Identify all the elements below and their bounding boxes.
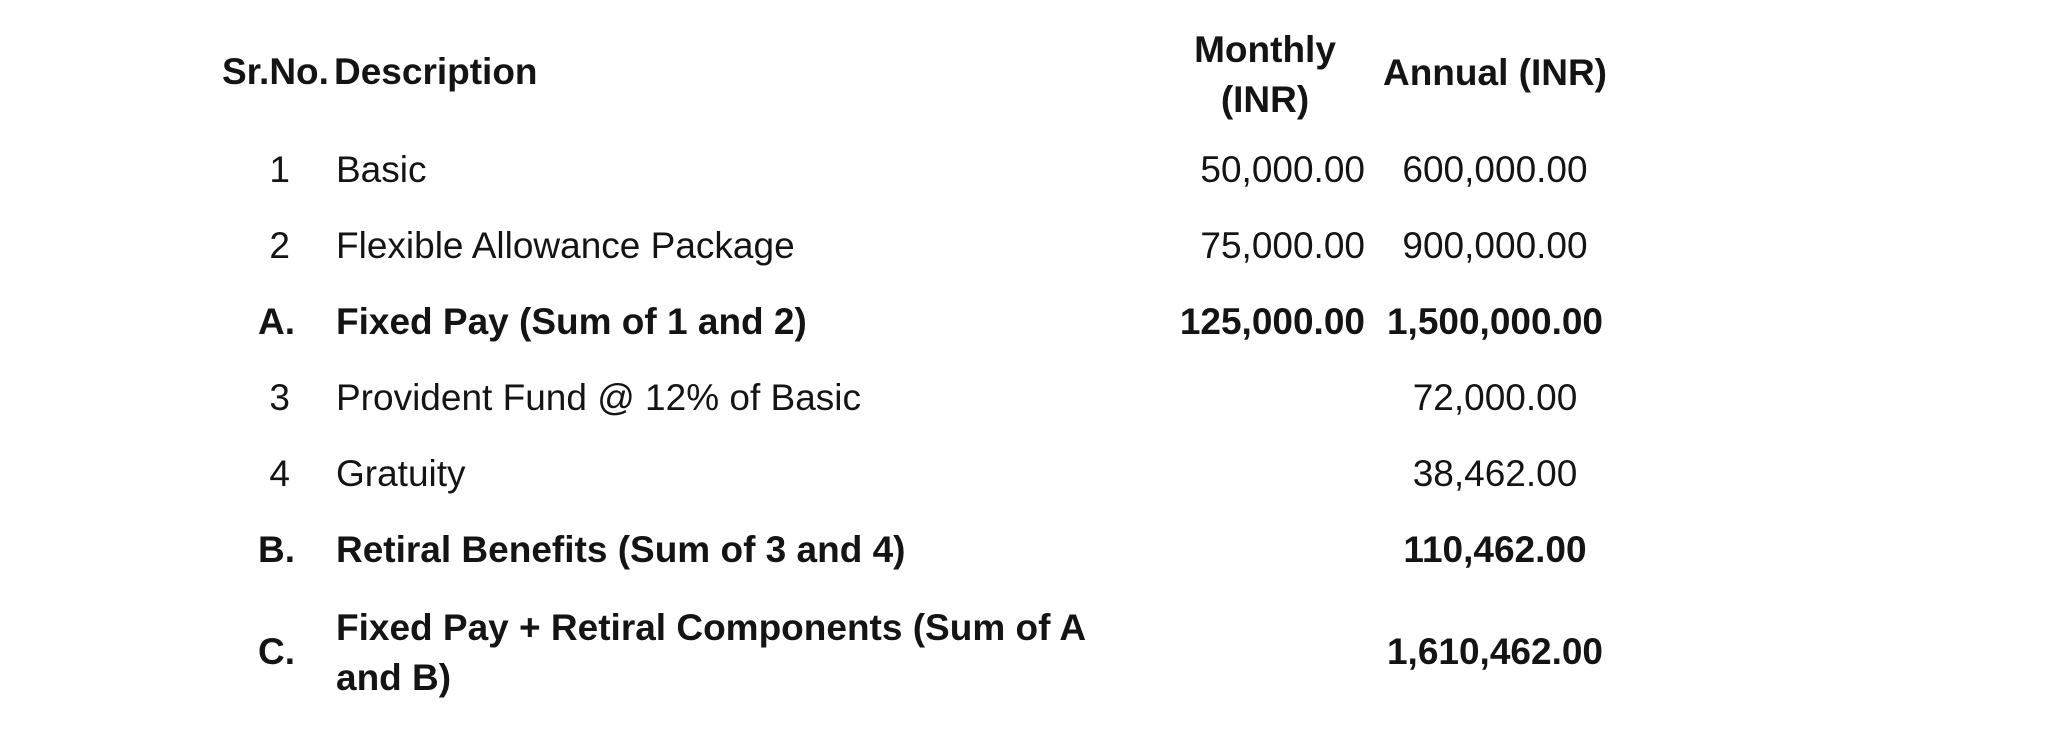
row-4-sr: 4 [269,453,290,494]
row-a-sr: A. [258,301,295,342]
row-a-monthly: 125,000.00 [1179,301,1365,342]
row-3-sr: 3 [269,377,290,418]
row-c-annual: 1,610,462.00 [1386,631,1604,672]
row-b-annual: 110,462.00 [1403,529,1587,570]
row-1-monthly: 50,000.00 [1200,149,1365,190]
row-2-sr: 2 [269,225,290,266]
row-4-annual: 38,462.00 [1412,453,1578,494]
row-2-monthly: 75,000.00 [1200,225,1365,266]
header-monthly: Monthly (INR) [1194,29,1336,120]
row-2-annual: 900,000.00 [1402,225,1588,266]
row-a-description: Fixed Pay (Sum of 1 and 2) [336,301,807,342]
row-1-annual: 600,000.00 [1402,149,1588,190]
row-3-annual: 72,000.00 [1412,377,1578,418]
row-1-description: Basic [336,149,427,190]
header-description: Description [334,51,538,92]
row-c-sr: C. [258,631,295,672]
row-c-description: Fixed Pay + Retiral Components (Sum of A and B) [336,607,1085,698]
row-b-description: Retiral Benefits (Sum of 3 and 4) [336,529,906,570]
row-1-sr: 1 [269,149,290,190]
row-2-description: Flexible Allowance Package [336,225,795,266]
row-3-description: Provident Fund @ 12% of Basic [336,377,861,418]
header-annual: Annual (INR) [1382,52,1608,93]
row-a-annual: 1,500,000.00 [1386,301,1604,342]
row-4-description: Gratuity [336,453,466,494]
header-sr-no: Sr.No. [222,51,329,92]
row-b-sr: B. [258,529,295,570]
